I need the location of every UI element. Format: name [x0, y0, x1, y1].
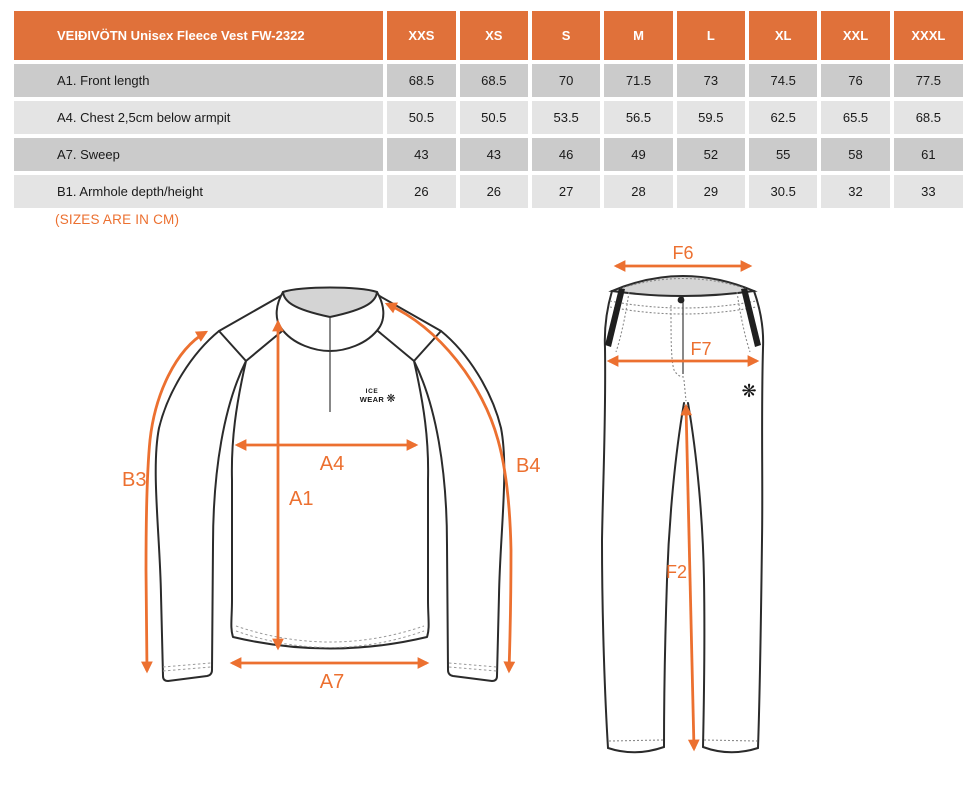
- icewear-mark-icon: ❋: [386, 392, 396, 405]
- b3-label: B3: [122, 469, 147, 491]
- measurement-value: 30.5: [749, 175, 817, 208]
- pants-fly-stitch: [684, 380, 686, 401]
- size-column-header-xl: XL: [749, 11, 817, 60]
- measurement-value: 49: [604, 138, 672, 171]
- f7-label: F7: [690, 339, 712, 359]
- measurement-value: 59.5: [677, 101, 745, 134]
- pants-left-pocket: [605, 288, 625, 347]
- measurement-value: 61: [894, 138, 963, 171]
- measurement-value: 27: [532, 175, 600, 208]
- measurement-value: 32: [821, 175, 889, 208]
- measurement-value: 43: [460, 138, 528, 171]
- a7-label: A7: [319, 671, 345, 693]
- measurement-value: 29: [677, 175, 745, 208]
- measurement-value: 50.5: [460, 101, 528, 134]
- product-title: VEIÐIVÖTN Unisex Fleece Vest FW-2322: [14, 11, 383, 60]
- sizes-unit-note: (SIZES ARE IN CM): [55, 212, 180, 227]
- jacket-left-shoulder-seam: [219, 294, 284, 331]
- measurement-value: 33: [894, 175, 963, 208]
- pants-right-outer-seam: [754, 291, 763, 748]
- size-column-header-xs: XS: [460, 11, 528, 60]
- measurement-value: 62.5: [749, 101, 817, 134]
- f2-arrow: [686, 406, 694, 749]
- row-label: A4. Chest 2,5cm below armpit: [14, 101, 383, 134]
- pants-left-hem-stitch: [609, 740, 663, 741]
- b4-label: B4: [516, 455, 541, 477]
- measurement-value: 65.5: [821, 101, 889, 134]
- icewear-logo-text: WEAR: [359, 395, 385, 404]
- measurement-value: 68.5: [894, 101, 963, 134]
- row-label: B1. Armhole depth/height: [14, 175, 383, 208]
- pants-right-hem-stitch: [704, 740, 757, 741]
- measurement-value: 74.5: [749, 64, 817, 97]
- garment-measurement-diagram: [0, 240, 967, 785]
- jacket-diagram: [122, 288, 540, 694]
- size-column-header-m: M: [604, 11, 672, 60]
- jacket-right-shoulder-seam: [376, 294, 441, 331]
- pants-diagram: [602, 243, 763, 752]
- size-chart-table: [10, 7, 967, 212]
- size-column-header-xxs: XXS: [387, 11, 455, 60]
- snowflake-icon: ❋: [741, 381, 757, 402]
- measurement-value: 26: [387, 175, 455, 208]
- measurement-value: 68.5: [460, 64, 528, 97]
- a1-label: A1: [289, 488, 314, 510]
- measurement-value: 68.5: [387, 64, 455, 97]
- measurement-value: 58: [821, 138, 889, 171]
- measurement-value: 50.5: [387, 101, 455, 134]
- measurement-value: 53.5: [532, 101, 600, 134]
- row-label: A1. Front length: [14, 64, 383, 97]
- table-row-sweep: [14, 138, 963, 171]
- measurement-value: 52: [677, 138, 745, 171]
- f6-label: F6: [672, 243, 694, 263]
- header-row: [14, 11, 963, 60]
- measurement-value: 46: [532, 138, 600, 171]
- measurement-value: 71.5: [604, 64, 672, 97]
- size-column-header-xxxl: XXXL: [894, 11, 963, 60]
- measurement-value: 26: [460, 175, 528, 208]
- row-label: A7. Sweep: [14, 138, 383, 171]
- measurement-value: 55: [749, 138, 817, 171]
- measurement-value: 76: [821, 64, 889, 97]
- pants-button: [678, 297, 685, 304]
- pants-left-hem: [608, 747, 664, 752]
- measurement-value: 77.5: [894, 64, 963, 97]
- table-row-armhole: [14, 175, 963, 208]
- size-column-header-s: S: [532, 11, 600, 60]
- table-row-chest: [14, 101, 963, 134]
- size-column-header-l: L: [677, 11, 745, 60]
- pants-fly-stitch: [671, 305, 684, 377]
- measurement-value: 43: [387, 138, 455, 171]
- pants-right-pocket: [741, 288, 761, 347]
- f2-label: F2: [665, 562, 687, 582]
- table-row-front-length: [14, 64, 963, 97]
- measurement-value: 28: [604, 175, 672, 208]
- pants-right-hem: [703, 747, 758, 752]
- size-column-header-xxl: XXL: [821, 11, 889, 60]
- measurement-value: 56.5: [604, 101, 672, 134]
- icewear-logo-text: ICE: [365, 388, 379, 395]
- pants-left-outer-seam: [602, 291, 612, 748]
- a4-label: A4: [319, 453, 345, 475]
- measurement-value: 73: [677, 64, 745, 97]
- measurement-value: 70: [532, 64, 600, 97]
